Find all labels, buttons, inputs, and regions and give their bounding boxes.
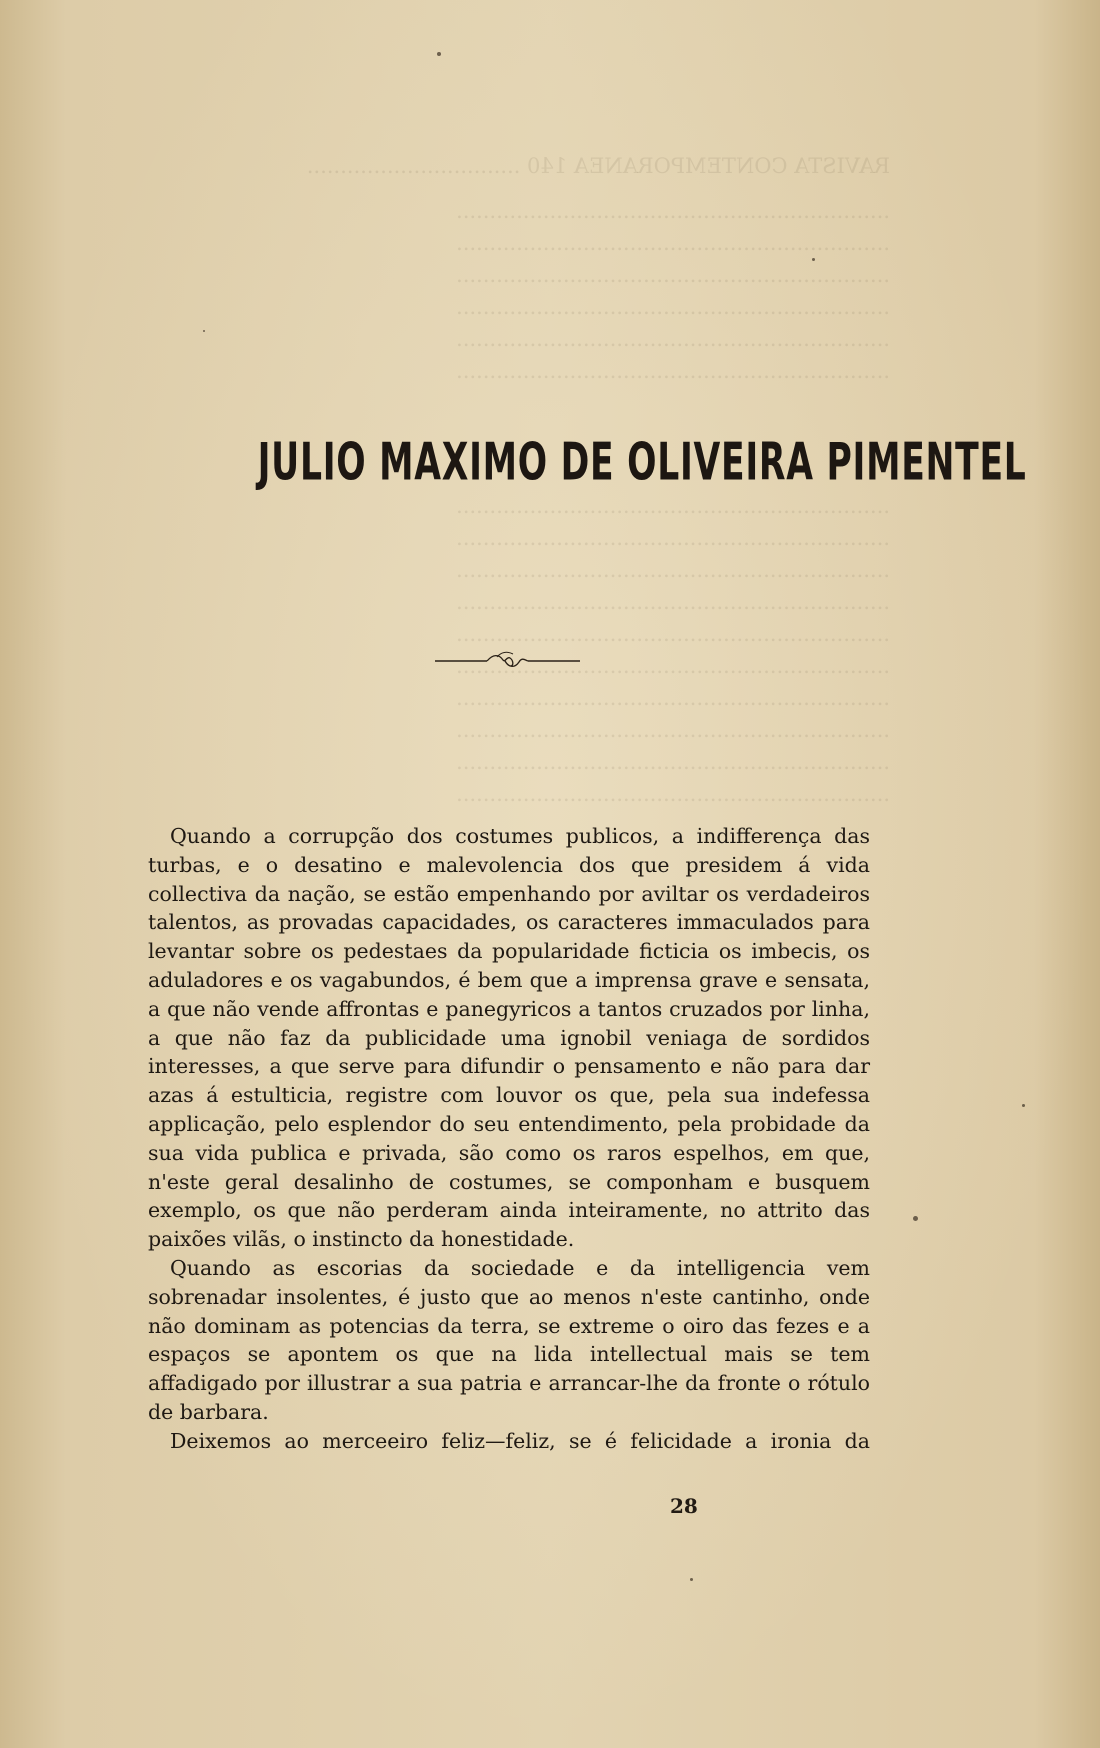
article-title: JULIO MAXIMO DE OLIVEIRA PIMENTEL bbox=[257, 432, 1027, 493]
paper-speck bbox=[437, 52, 441, 56]
page: RAVISTA CONTEMPORANEA 140 ................................ ................................................................. ................................................................. ................................................................. ................................................................. ................................................................. ................................................................. ................................................................. ................................................................. ................................................................. ................................................................. ................................................................. ................................................................. ................................................................. ................................................................. ................................................................. ................................................................. JULIO MAXIMO DE OLIVEIRA PIMENTEL Quando a corrupção dos costumes publicos, a indifferença das turbas, e o desatino e malevolencia dos que presidem á vida collectiva da nação, se estão empenhando por aviltar os verdadeiros talentos, as provadas capacidades, os caracteres immaculados para levantar sobre os pedestaes da popularidade ficticia os imbecis, os aduladores e os vagabundos, é bem que a imprensa grave e sensata, a que não vende affrontas e panegyricos a tantos cruzados por linha, a que não faz da publicidade uma ignobil veniaga de sordidos interesses, a que serve para difundir o pensamento e não para dar azas á estulticia, registre com louvor os que, pela sua indefessa applicação, pelo esplendor do seu entendimento, pela probidade da sua vida publica e privada, são como os raros espelhos, em que, n'este geral desalinho de costumes, se componham e busquem exemplo, os que não perderam ainda inteiramente, no attrito das paixões vilãs, o instincto da honestidade. Quando as escorias da sociedade e da intelligencia vem sobrenadar insolentes, é justo que ao menos n'este cantinho, onde não dominam as potencias da terra, se extreme o oiro das fezes e a espaços se apontem os que na lida intellectual mais se tem affadigado por illustrar a sua patria e arrancar-lhe da fronte o rótulo de barbara. Deixemos ao merceeiro feliz—feliz, se é felicidade a ironia da 28 bbox=[0, 0, 1100, 1748]
paragraph-3: Deixemos ao merceeiro feliz—feliz, se é felicidade a ironia da bbox=[170, 1428, 870, 1453]
paragraph-1: Quando a corrupção dos costumes publicos, a indifferença das turbas, e o desatino e malevolencia dos que presidem á vida collectiva da nação, se estão empenhando por aviltar os verdadeiros talentos, as provadas capacidades, os caracteres immaculados para levantar sobre os pedestaes da popularidade ficticia os imbecis, os aduladores e os vagabundos, é bem que a imprensa grave e sensata, a que não vende affrontas e panegyricos a tantos cruzados por linha, a que não faz da publicidade uma ignobil veniaga de sordidos interesses, a que serve para difundir o pensamento e não para dar azas á estulticia, registre com louvor os que, pela sua indefessa applicação, pelo esplendor do seu entendimento, pela probidade da sua vida publica e privada, são como os raros espelhos, em que, n'este geral desalinho de costumes, se componham e busquem exemplo, os que não perderam ainda inteiramente, no attrito das paixões vilãs, o instincto da honestidade. bbox=[148, 824, 870, 1252]
paper-speck bbox=[812, 258, 815, 261]
paper-speck bbox=[203, 330, 205, 332]
ornament-rule bbox=[435, 648, 580, 674]
paper-speck bbox=[913, 1216, 918, 1221]
paragraph-2: Quando as escorias da sociedade e da intelligencia vem sobrenadar insolentes, é justo que ao menos n'este cantinho, onde não dominam as potencias da terra, se extreme o oiro das fezes e a espaços se apontem os que na lida intellectual mais se tem affadigado por illustrar a sua patria e arrancar-lhe da fronte o rótulo de barbara. bbox=[148, 1255, 870, 1424]
page-number: 28 bbox=[670, 1494, 698, 1518]
paper-speck bbox=[690, 1578, 693, 1581]
paper-speck bbox=[1022, 1104, 1025, 1107]
article-body bbox=[148, 822, 870, 1456]
